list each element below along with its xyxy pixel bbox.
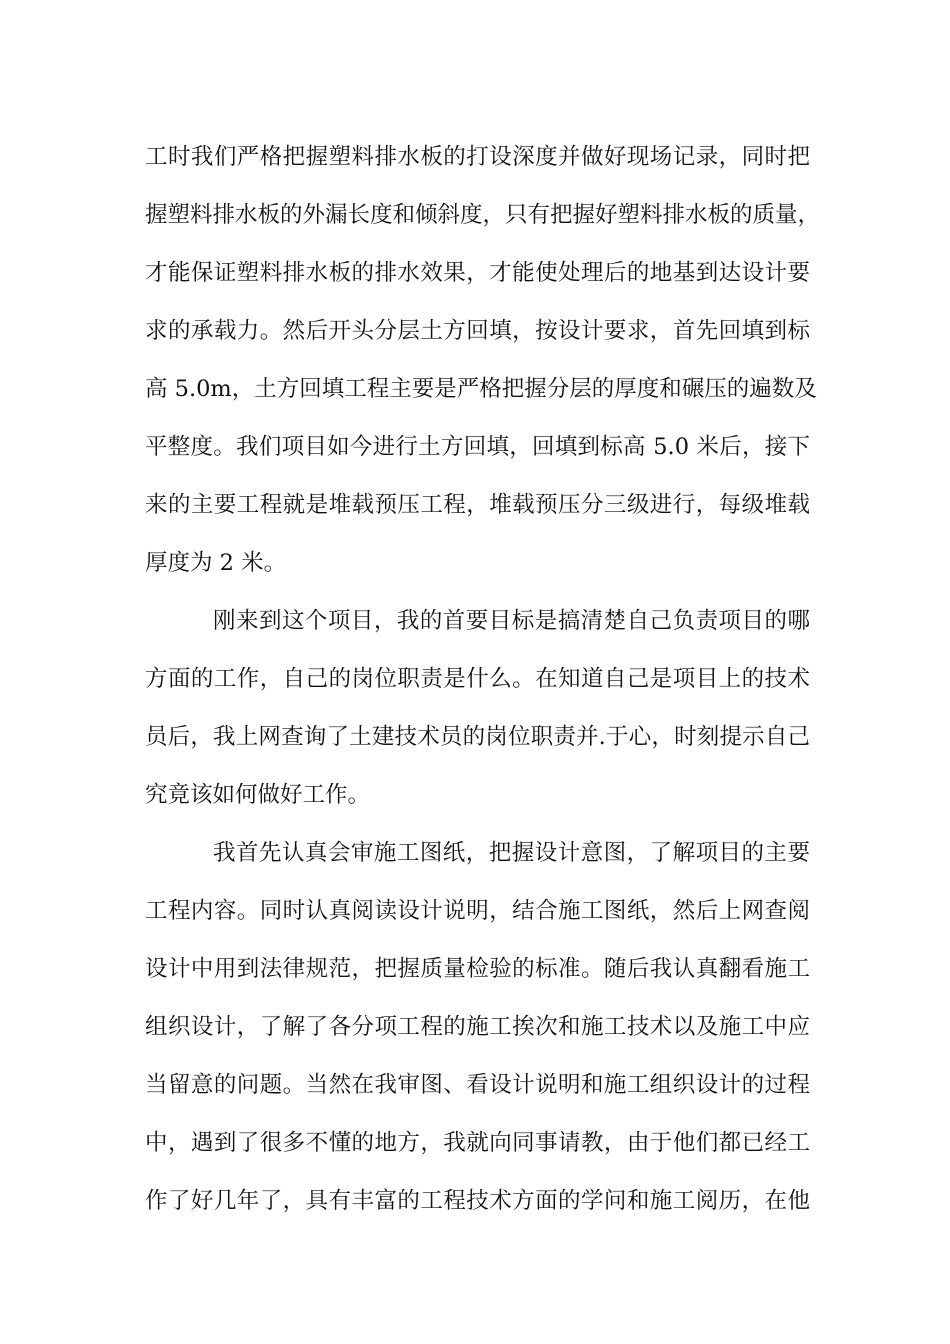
paragraph-line: 中，遇到了很多不懂的地方，我就向同事请教，由于他们都已经工 xyxy=(145,1130,810,1156)
document-body xyxy=(145,128,821,1230)
paragraph-line: 作了好几年了，具有丰富的工程技术方面的学问和施工阅历，在他 xyxy=(145,1188,810,1214)
paragraph-line: 求的承载力。然后开头分层土方回填，按设计要求，首先回填到标 xyxy=(145,318,810,344)
paragraph-line: 设计中用到法律规范，把握质量检验的标准。随后我认真翻看施工 xyxy=(145,956,810,982)
paragraph-line: 我首先认真会审施工图纸，把握设计意图，了解项目的主要 xyxy=(213,840,810,866)
paragraph-line: 厚度为 2 米。 xyxy=(145,550,287,576)
paragraph-line: 当留意的问题。当然在我审图、看设计说明和施工组织设计的过程 xyxy=(145,1072,810,1098)
paragraph-line: 高 5.0m，土方回填工程主要是严格把握分层的厚度和碾压的遍数及 xyxy=(145,376,817,402)
paragraph-line: 刚来到这个项目，我的首要目标是搞清楚自己负责项目的哪 xyxy=(213,608,810,634)
paragraph-line: 握塑料排水板的外漏长度和倾斜度，只有把握好塑料排水板的质量， xyxy=(145,202,821,228)
paragraph-line: 才能保证塑料排水板的排水效果，才能使处理后的地基到达设计要 xyxy=(145,260,810,286)
paragraph-line: 员后，我上网查询了土建技术员的岗位职责并.于心，时刻提示自己 xyxy=(145,724,810,750)
paragraph-line: 来的主要工程就是堆载预压工程，堆载预压分三级进行，每级堆载 xyxy=(145,492,810,518)
paragraph-1 xyxy=(145,128,821,592)
paragraph-line: 究竟该如何做好工作。 xyxy=(145,782,371,808)
paragraph-line: 工程内容。同时认真阅读设计说明，结合施工图纸，然后上网查阅 xyxy=(145,898,810,924)
paragraph-line: 方面的工作，自己的岗位职责是什么。在知道自己是项目上的技术 xyxy=(145,666,810,692)
paragraph-line: 平整度。我们项目如今进行土方回填，回填到标高 5.0 米后，接下 xyxy=(145,434,810,460)
paragraph-line: 组织设计，了解了各分项工程的施工挨次和施工技术以及施工中应 xyxy=(145,1014,810,1040)
paragraph-line: 工时我们严格把握塑料排水板的打设深度并做好现场记录，同时把 xyxy=(145,144,810,170)
paragraph-3 xyxy=(145,824,810,1230)
paragraph-2 xyxy=(145,592,810,824)
